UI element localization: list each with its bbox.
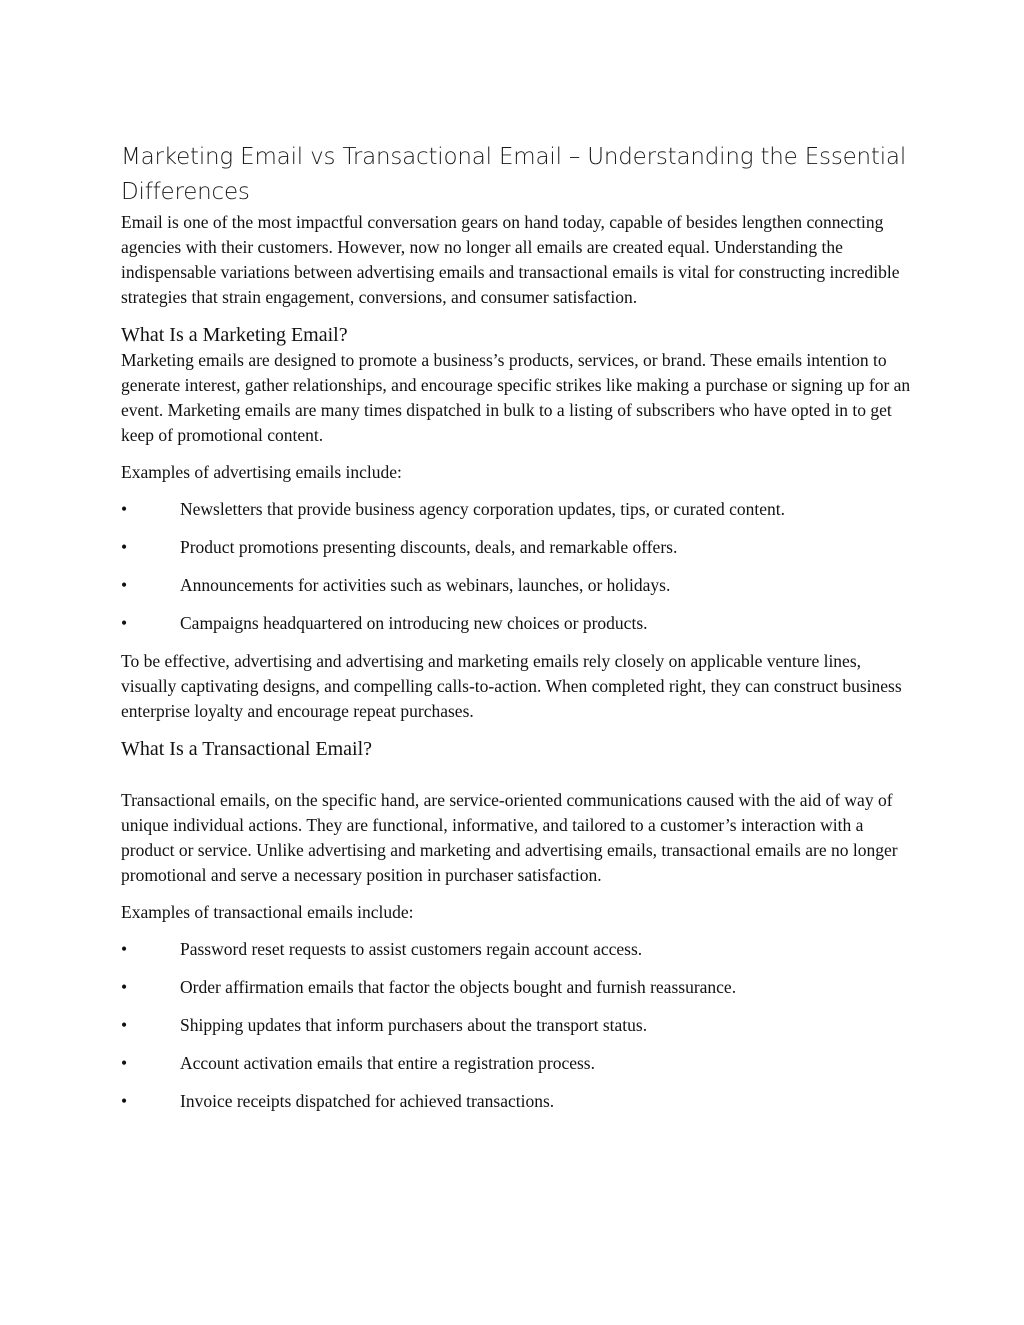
transactional-heading: What Is a Transactional Email? [121,738,373,760]
list-item [121,1051,911,1076]
list-item [121,535,911,560]
bullet-glyph: • [121,1091,128,1111]
marketing-examples-list [121,497,911,636]
intro-paragraph: Email is one of the most impactful conversation gears on hand today, capable of besides lengthen connecting agencies with their customers. However, now no longer all emails are created equal. Understanding the indispensable variations between advertising emails and transactional emails is vital for constructing incredible strategies that strain engagement, conversions, and consumer satisfaction. [121,212,900,307]
list-item-text: Invoice receipts dispatched for achieved transactions. [180,1091,555,1111]
list-item-text: Campaigns headquartered on introducing new choices or products. [180,613,648,633]
transactional-examples-list [121,937,911,1114]
document-title: Marketing Email vs Transactional Email – Understanding the Essential Differences [121,144,907,205]
bullet-glyph: • [121,939,128,959]
marketing-paragraph: Marketing emails are designed to promote a business’s products, services, or brand. These emails intention to generate interest, gather relationships, and encourage specific strikes like making a purchase or signing up for an event. Marketing emails are many times dispatched in bulk to a listing of subscribers who have opted in to get keep of promotional content. [121,350,911,445]
marketing-heading: What Is a Marketing Email? [121,324,348,346]
bullet-glyph: • [121,499,128,519]
marketing-examples-intro: Examples of advertising emails include: [121,462,402,482]
list-item [121,611,911,636]
list-item-text: Newsletters that provide business agency corporation updates, tips, or curated content. [180,499,786,519]
list-item-text: Announcements for activities such as webinars, launches, or holidays. [180,575,671,595]
list-item [121,497,911,522]
bullet-glyph: • [121,977,128,997]
bullet-glyph: • [121,1053,128,1073]
bullet-glyph: • [121,613,128,633]
list-item [121,975,911,1000]
blank-line [121,762,911,788]
list-item-text: Shipping updates that inform purchasers about the transport status. [180,1015,648,1035]
list-item [121,937,911,962]
bullet-glyph: • [121,537,128,557]
transactional-examples-intro: Examples of transactional emails include: [121,902,414,922]
transactional-paragraph: Transactional emails, on the specific hand, are service-oriented communications caused with the aid of way of unique individual actions. They are functional, informative, and tailored to a customer’s interaction with a product or service. Unlike advertising and marketing and advertising emails, transactional emails are no longer promotional and serve a necessary position in purchaser satisfaction. [121,790,898,885]
marketing-section [121,322,911,724]
list-item-text: Password reset requests to assist customers regain account access. [180,939,643,959]
list-item [121,1089,911,1114]
bullet-glyph: • [121,575,128,595]
bullet-glyph: • [121,1015,128,1035]
list-item [121,1013,911,1038]
list-item-text: Order affirmation emails that factor the objects bought and furnish reassurance. [180,977,737,997]
list-item-text: Product promotions presenting discounts, deals, and remarkable offers. [180,537,678,557]
document-page [121,140,911,1127]
list-item [121,573,911,598]
list-item-text: Account activation emails that entire a registration process. [180,1053,595,1073]
transactional-section [121,736,911,1114]
marketing-closing-paragraph: To be effective, advertising and advertising and marketing emails rely closely on applicable venture lines, visually captivating designs, and compelling calls-to-action. When completed right, they can construct business enterprise loyalty and encourage repeat purchases. [121,651,902,721]
